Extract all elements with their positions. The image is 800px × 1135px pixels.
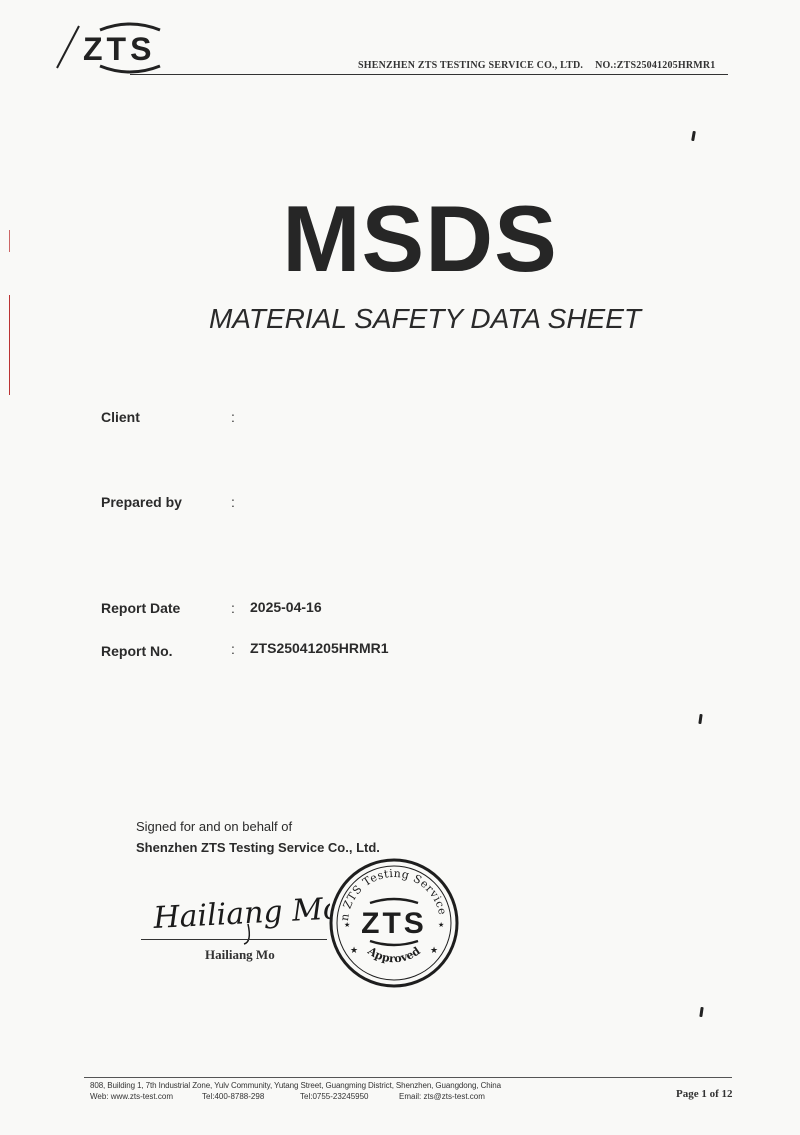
svg-text:Hailiang Mo: Hailiang Mo xyxy=(152,891,330,936)
approved-stamp xyxy=(328,857,460,989)
signature-line xyxy=(141,939,327,940)
svg-text:★: ★ xyxy=(344,922,351,929)
report-no-label: Report No. xyxy=(101,643,173,659)
report-date-label: Report Date xyxy=(101,600,181,616)
scan-mark xyxy=(699,1007,703,1017)
report-no-colon: : xyxy=(231,641,235,657)
signed-for-text: Signed for and on behalf of xyxy=(136,819,293,834)
prepared-by-label: Prepared by xyxy=(101,494,182,510)
scan-edge-line xyxy=(9,295,10,395)
client-label: Client xyxy=(101,409,140,425)
svg-text:ZTS: ZTS xyxy=(83,31,156,67)
svg-text:★: ★ xyxy=(350,945,359,955)
footer-web: Web: www.zts-test.com xyxy=(90,1092,173,1101)
header-company: SHENZHEN ZTS TESTING SERVICE CO., LTD. xyxy=(358,60,584,71)
scan-mark xyxy=(698,714,702,724)
report-date-colon: : xyxy=(231,600,235,616)
svg-text:★: ★ xyxy=(430,945,439,955)
header-report-no: NO.:ZTS25041205HRMR1 xyxy=(595,60,716,71)
document-title: MSDS xyxy=(282,186,558,291)
svg-text:ZTS: ZTS xyxy=(361,907,427,940)
header-company-line xyxy=(358,60,728,74)
client-colon: : xyxy=(231,409,235,425)
footer-email: Email: zts@zts-test.com xyxy=(399,1092,485,1101)
prepared-by-colon: : xyxy=(231,494,235,510)
svg-text:Shenzhen ZTS Testing Service C: n ZTS Testing Service xyxy=(337,866,450,922)
footer-tel-2: Tel:0755-23245950 xyxy=(300,1092,369,1101)
svg-text:Approved: Approved xyxy=(365,944,423,966)
report-no-value: ZTS25041205HRMR1 xyxy=(250,640,389,656)
header-divider xyxy=(130,74,728,75)
footer-divider xyxy=(84,1077,732,1078)
handwritten-signature xyxy=(140,886,330,946)
footer-tel-1: Tel:400-8788-298 xyxy=(202,1092,265,1101)
svg-text:★: ★ xyxy=(438,922,445,929)
page-number: Page 1 of 12 xyxy=(676,1088,733,1100)
signing-company: Shenzhen ZTS Testing Service Co., Ltd. xyxy=(136,840,380,855)
signer-name: Hailiang Mo xyxy=(205,947,275,962)
scan-mark xyxy=(691,131,696,141)
company-logo xyxy=(55,20,175,76)
scan-edge-line xyxy=(9,230,10,252)
footer-address: 808, Building 1, 7th Industrial Zone, Yulv Community, Yutang Street, Guangming District, Shenzhen, Guangdong, China xyxy=(90,1081,501,1090)
document-subtitle: MATERIAL SAFETY DATA SHEET xyxy=(208,303,642,334)
report-date-value: 2025-04-16 xyxy=(250,599,322,615)
